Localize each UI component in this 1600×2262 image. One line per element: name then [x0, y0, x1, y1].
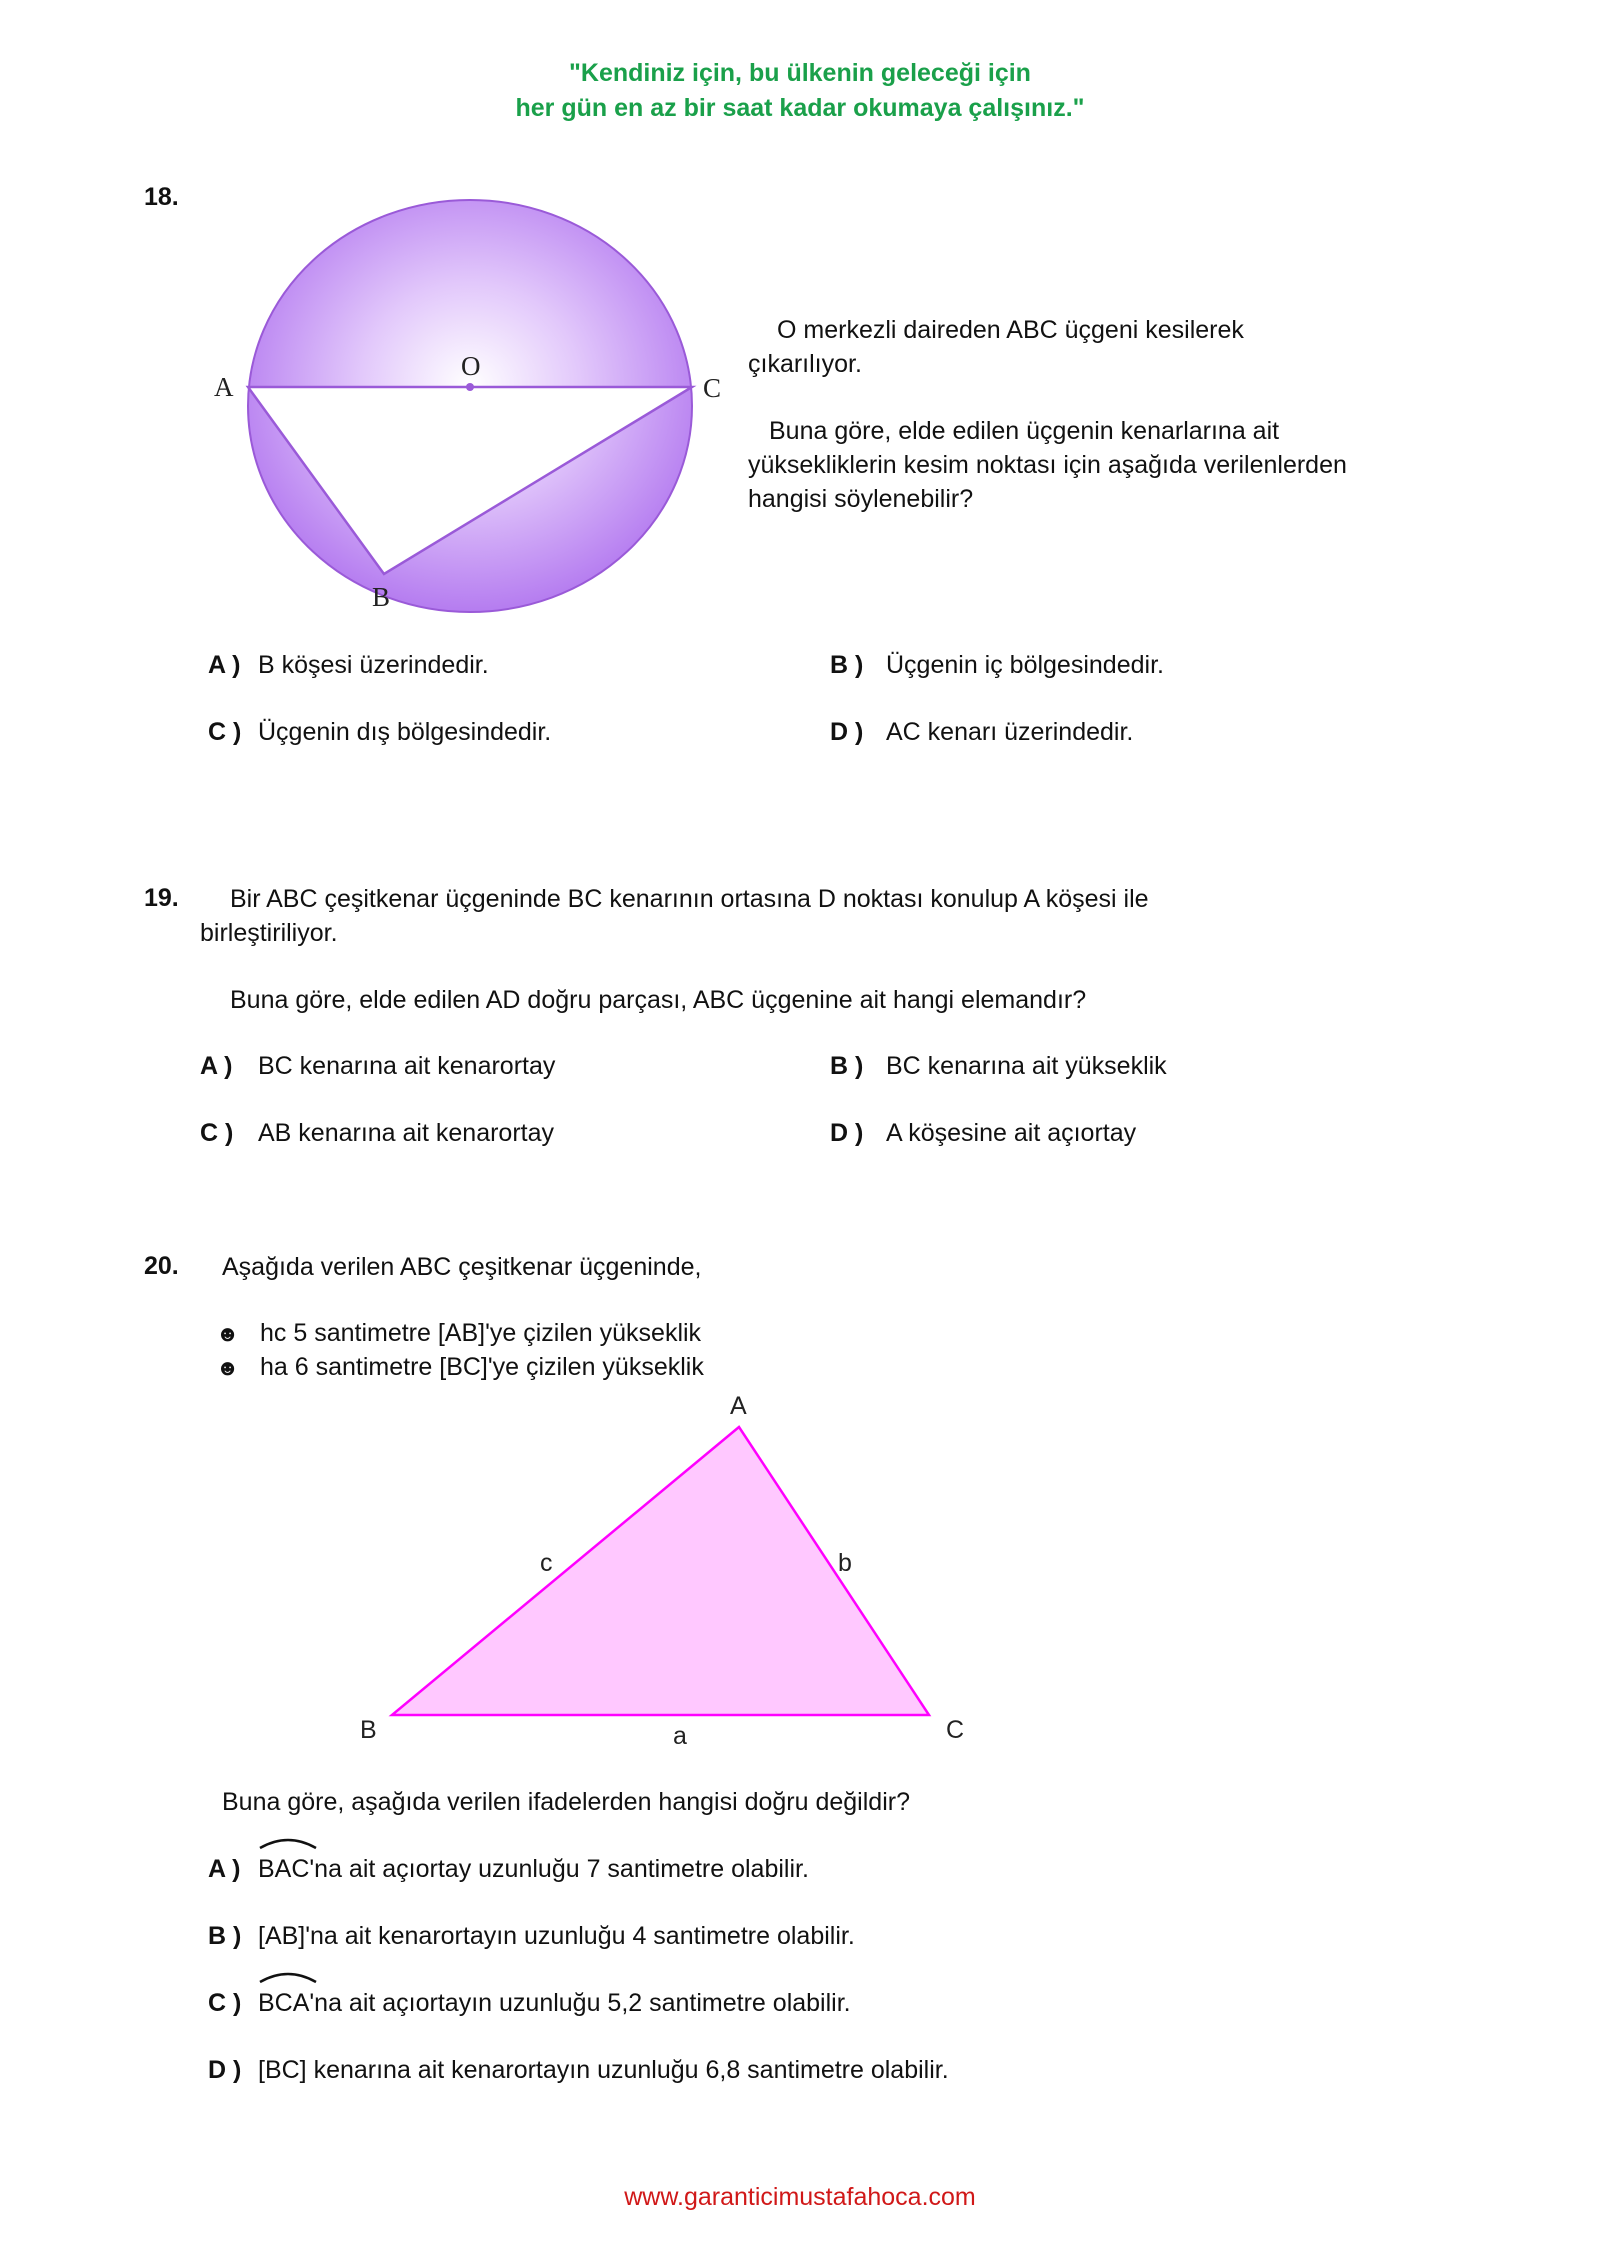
q19-option-b[interactable] — [830, 1049, 1167, 1083]
option-text: [BC] kenarına ait kenarortayın uzunluğu 6,8 santimetre olabilir. — [258, 2056, 949, 2084]
option-label: D ) — [830, 1119, 864, 1147]
q18-option-d[interactable] — [830, 715, 1133, 749]
q20-option-c[interactable] — [208, 1986, 851, 2020]
q20-label-c: c — [540, 1549, 553, 1577]
option-label: A ) — [200, 1052, 233, 1080]
q18-label-B: B — [372, 582, 391, 612]
option-text: Üçgenin iç bölgesindedir. — [886, 651, 1164, 679]
q20-option-d[interactable] — [208, 2053, 949, 2087]
option-label: C ) — [208, 718, 242, 746]
option-label: C ) — [200, 1119, 234, 1147]
question-20-number: 20. — [144, 1252, 179, 1280]
angle-arc-icon — [258, 1832, 318, 1852]
option-label: A ) — [208, 651, 241, 679]
q20-label-b: b — [838, 1549, 852, 1577]
option-label: D ) — [208, 2056, 242, 2084]
q20-option-a[interactable] — [208, 1852, 809, 1886]
option-text: Üçgenin dış bölgesindedir. — [258, 718, 552, 746]
q20-bullet-1 — [216, 1316, 701, 1351]
q18-text-line5: hangisi söylenebilir? — [748, 485, 974, 513]
angle-name: BAC — [258, 1855, 310, 1883]
header-quote-line2: her gün en az bir saat kadar okumaya çalışınız." — [515, 94, 1085, 122]
q19-text-line3: Buna göre, elde edilen AD doğru parçası, ABC üçgenine ait hangi elemandır? — [230, 986, 1087, 1014]
option-label: D ) — [830, 718, 864, 746]
q19-option-c[interactable] — [200, 1116, 554, 1150]
q18-text-line3: Buna göre, elde edilen üçgenin kenarlarına ait — [769, 417, 1280, 445]
q18-label-C: C — [703, 373, 722, 403]
option-label: A ) — [208, 1855, 241, 1883]
option-text: B köşesi üzerindedir. — [258, 651, 489, 679]
q19-option-d[interactable] — [830, 1116, 1136, 1150]
q20-triangle-figure — [340, 1380, 1000, 1760]
q19-text-line2: birleştiriliyor. — [200, 919, 338, 947]
option-label: C ) — [208, 1989, 242, 2017]
q18-circle-figure — [200, 170, 750, 620]
option-text: [AB]'na ait kenarortayın uzunluğu 4 santimetre olabilir. — [258, 1922, 855, 1950]
q18-option-b[interactable] — [830, 648, 1164, 682]
q18-text-line1: O merkezli daireden ABC üçgeni kesilerek — [777, 316, 1244, 344]
q18-text-line4: yüksekliklerin kesim noktası için aşağıda verilenlerden — [748, 451, 1347, 479]
q20-intro: Aşağıda verilen ABC çeşitkenar üçgeninde, — [222, 1253, 702, 1281]
option-text: 'na ait açıortayın uzunluğu 5,2 santimetre olabilir. — [309, 1989, 851, 2017]
option-text: AC kenarı üzerindedir. — [886, 718, 1134, 746]
q20-label-A: A — [730, 1392, 747, 1420]
q18-option-a[interactable] — [208, 648, 489, 682]
option-label: B ) — [830, 1052, 864, 1080]
q20-option-b[interactable] — [208, 1919, 855, 1953]
q20-label-a: a — [673, 1722, 687, 1750]
smiley-icon: ☻ — [216, 1321, 240, 1346]
bullet-text: ha 6 santimetre [BC]'ye çizilen yükseklik — [260, 1353, 704, 1381]
q18-option-c[interactable] — [208, 715, 551, 749]
option-label: B ) — [830, 651, 864, 679]
q20-label-C: C — [946, 1716, 965, 1744]
option-text: 'na ait açıortay uzunluğu 7 santimetre olabilir. — [309, 1855, 809, 1883]
footer-url[interactable]: www.garanticimustafahoca.com — [624, 2183, 976, 2211]
bullet-text: hc 5 santimetre [AB]'ye çizilen yükseklik — [260, 1319, 702, 1347]
angle-with-arc — [258, 1986, 309, 2020]
angle-name: BCA — [258, 1989, 310, 2017]
question-18-number: 18. — [144, 183, 179, 211]
q18-text-line2: çıkarılıyor. — [748, 350, 862, 378]
q19-option-a[interactable] — [200, 1049, 555, 1083]
smiley-icon: ☻ — [216, 1355, 240, 1380]
q18-label-A: A — [214, 372, 234, 402]
angle-arc-icon — [258, 1966, 318, 1986]
q18-label-O: O — [461, 351, 481, 381]
header-quote-line1: "Kendiniz için, bu ülkenin geleceği için — [569, 59, 1031, 87]
q20-question: Buna göre, aşağıda verilen ifadelerden hangisi doğru değildir? — [222, 1788, 910, 1816]
option-text: BC kenarına ait yükseklik — [886, 1052, 1167, 1080]
q18-center-point — [466, 383, 474, 391]
option-text: BC kenarına ait kenarortay — [258, 1052, 556, 1080]
option-text: AB kenarına ait kenarortay — [258, 1119, 554, 1147]
q19-text-line1: Bir ABC çeşitkenar üçgeninde BC kenarının ortasına D noktası konulup A köşesi ile — [230, 885, 1149, 913]
option-label: B ) — [208, 1922, 242, 1950]
question-19-number: 19. — [144, 884, 179, 912]
q20-label-B: B — [360, 1716, 377, 1744]
option-text: A köşesine ait açıortay — [886, 1119, 1137, 1147]
angle-with-arc — [258, 1852, 309, 1886]
